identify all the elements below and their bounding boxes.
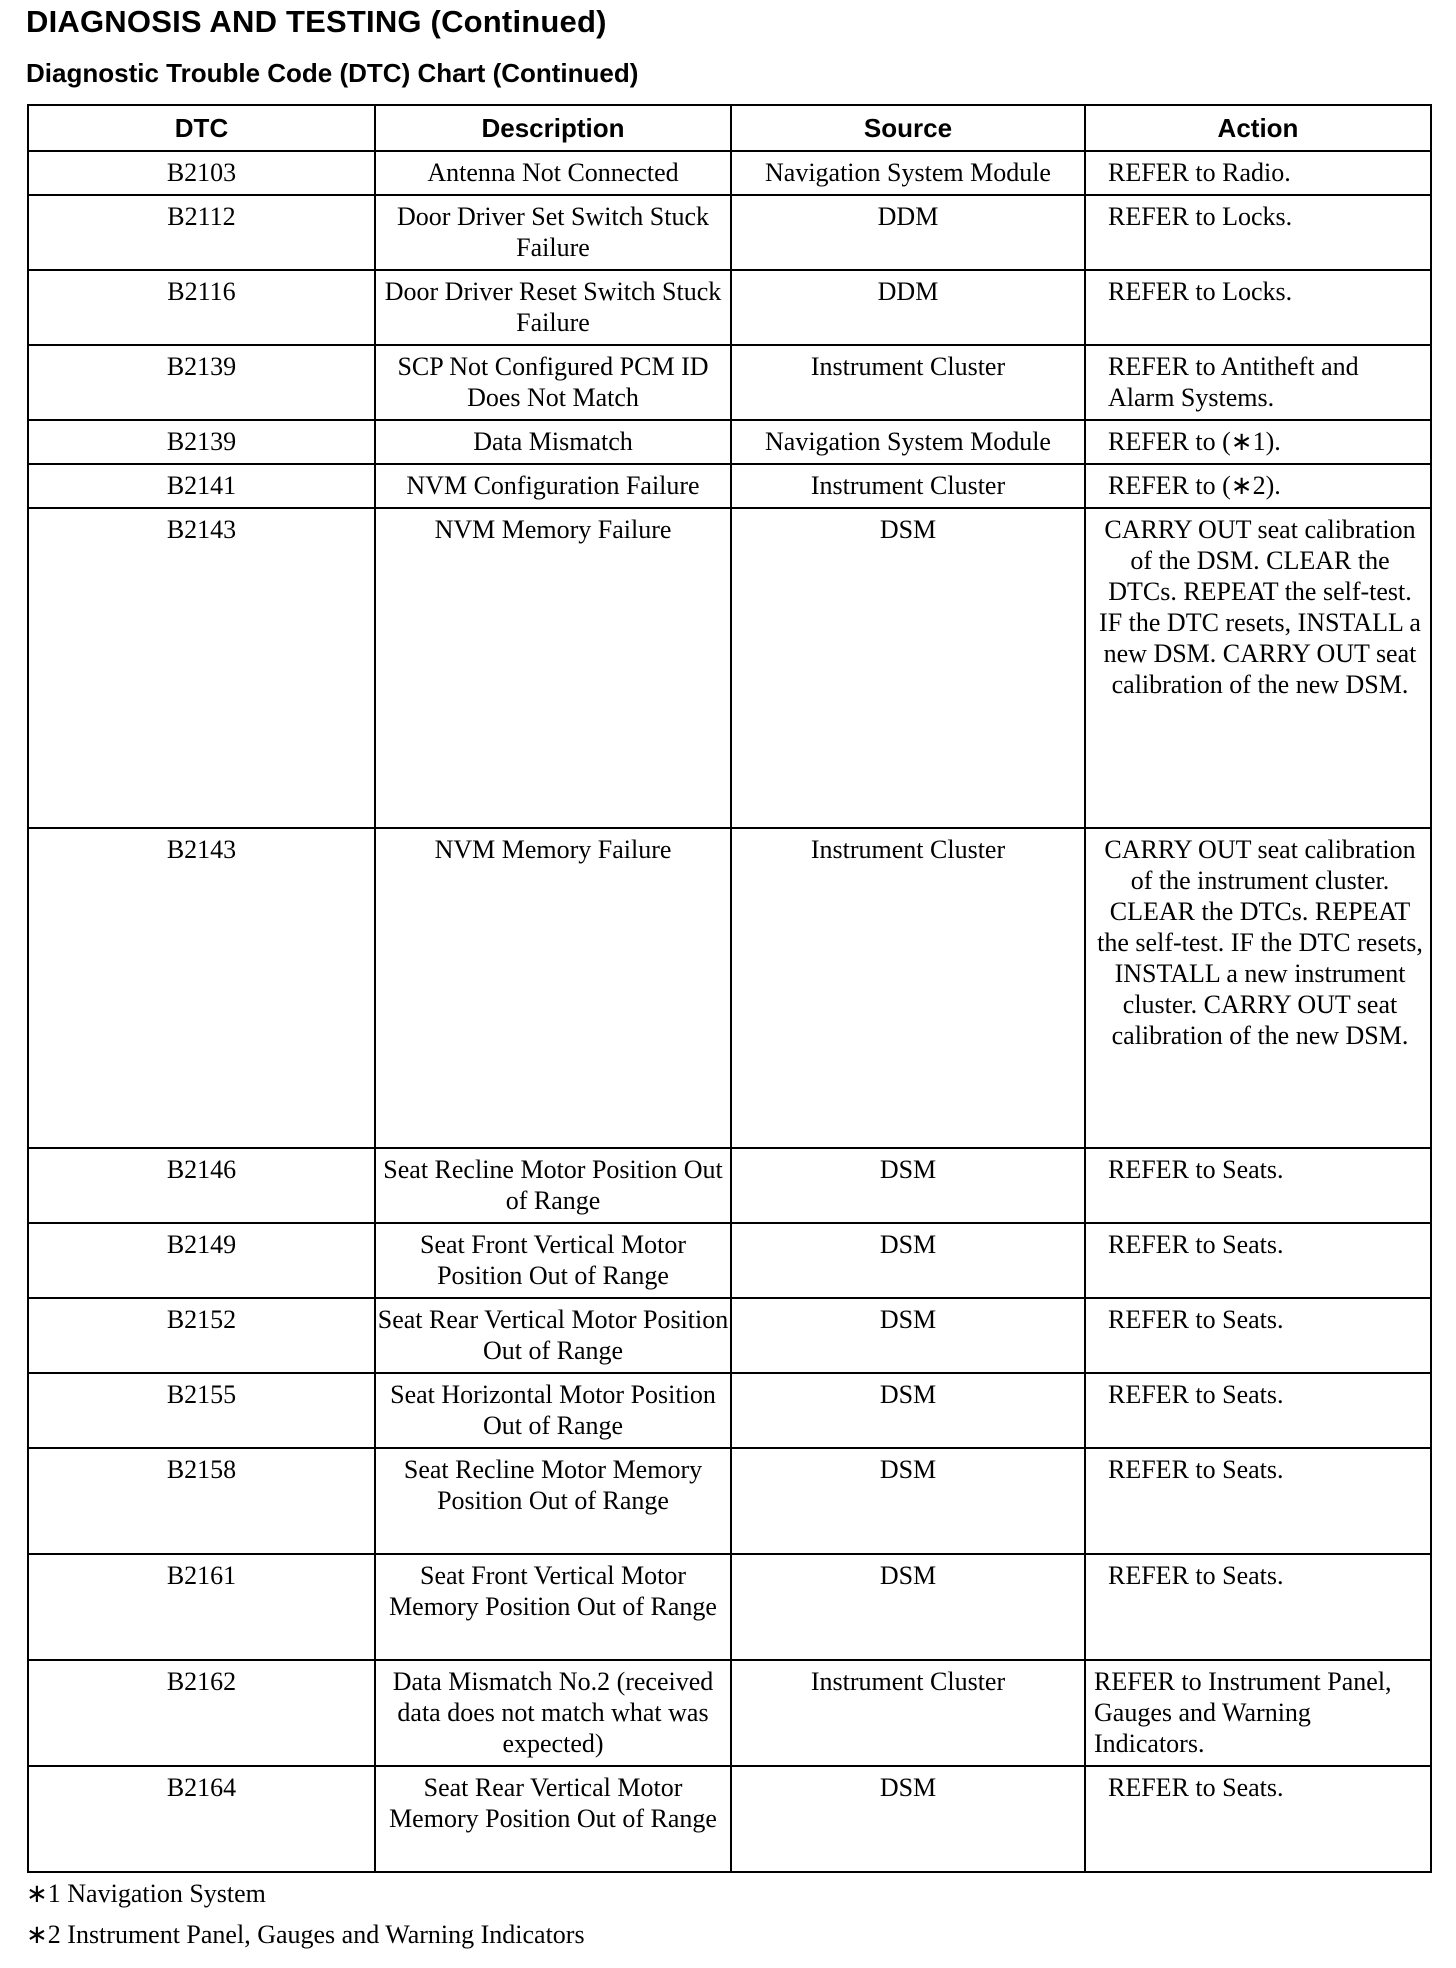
dtc-action: REFER to Seats. — [1085, 1448, 1431, 1554]
dtc-code: B2155 — [28, 1373, 375, 1448]
dtc-action: REFER to (∗1). — [1085, 420, 1431, 464]
dtc-description: SCP Not Configured PCM ID Does Not Match — [375, 345, 731, 420]
column-header-description: Description — [375, 105, 731, 151]
dtc-source: Instrument Cluster — [731, 464, 1085, 508]
dtc-action: CARRY OUT seat calibration of the DSM. CLEAR the DTCs. REPEAT the self-test. IF the DTC resets, INSTALL a new DSM. CARRY OUT seat calibration of the new DSM. — [1085, 508, 1431, 828]
dtc-source: DSM — [731, 1373, 1085, 1448]
dtc-source: DSM — [731, 1223, 1085, 1298]
dtc-code: B2141 — [28, 464, 375, 508]
column-header-dtc: DTC — [28, 105, 375, 151]
dtc-action: REFER to Radio. — [1085, 151, 1431, 195]
dtc-source: DDM — [731, 195, 1085, 270]
dtc-description: Seat Recline Motor Memory Position Out of Range — [375, 1448, 731, 1554]
dtc-description: Seat Rear Vertical Motor Memory Position Out of Range — [375, 1766, 731, 1872]
dtc-description: Seat Horizontal Motor Position Out of Range — [375, 1373, 731, 1448]
table-row — [28, 270, 1431, 345]
dtc-action: REFER to (∗2). — [1085, 464, 1431, 508]
dtc-source: DSM — [731, 1298, 1085, 1373]
footnote-2: ∗2 Instrument Panel, Gauges and Warning Indicators — [26, 1920, 585, 1949]
table-row — [28, 464, 1431, 508]
dtc-action: REFER to Seats. — [1085, 1148, 1431, 1223]
dtc-code: B2139 — [28, 345, 375, 420]
dtc-code: B2158 — [28, 1448, 375, 1554]
dtc-description: Data Mismatch No.2 (received data does not match what was expected) — [375, 1660, 731, 1766]
dtc-source: DSM — [731, 508, 1085, 828]
dtc-code: B2149 — [28, 1223, 375, 1298]
dtc-source: Instrument Cluster — [731, 345, 1085, 420]
dtc-action: REFER to Seats. — [1085, 1223, 1431, 1298]
dtc-action: REFER to Locks. — [1085, 195, 1431, 270]
table-row — [28, 1148, 1431, 1223]
dtc-code: B2164 — [28, 1766, 375, 1872]
page-heading: DIAGNOSIS AND TESTING (Continued) — [26, 4, 607, 39]
table-row — [28, 1298, 1431, 1373]
footnote-1: ∗1 Navigation System — [26, 1879, 266, 1908]
dtc-code: B2161 — [28, 1554, 375, 1660]
dtc-code: B2162 — [28, 1660, 375, 1766]
dtc-action: REFER to Seats. — [1085, 1298, 1431, 1373]
table-row — [28, 345, 1431, 420]
column-header-action: Action — [1085, 105, 1431, 151]
dtc-action: REFER to Antitheft and Alarm Systems. — [1085, 345, 1431, 420]
dtc-chart-table — [27, 104, 1432, 1873]
table-row — [28, 1660, 1431, 1766]
dtc-action: REFER to Locks. — [1085, 270, 1431, 345]
dtc-code: B2116 — [28, 270, 375, 345]
dtc-action: CARRY OUT seat calibration of the instrument cluster. CLEAR the DTCs. REPEAT the self-test. IF the DTC resets, INSTALL a new instrument cluster. CARRY OUT seat calibration of the new DSM. — [1085, 828, 1431, 1148]
dtc-code: B2152 — [28, 1298, 375, 1373]
dtc-action: REFER to Instrument Panel, Gauges and Warning Indicators. — [1085, 1660, 1431, 1766]
dtc-code: B2103 — [28, 151, 375, 195]
dtc-code: B2143 — [28, 508, 375, 828]
table-row — [28, 195, 1431, 270]
dtc-description: Seat Front Vertical Motor Position Out of Range — [375, 1223, 731, 1298]
table-row — [28, 508, 1431, 828]
dtc-source: DDM — [731, 270, 1085, 345]
dtc-source: Navigation System Module — [731, 151, 1085, 195]
dtc-description: Door Driver Set Switch Stuck Failure — [375, 195, 731, 270]
table-row — [28, 420, 1431, 464]
dtc-action: REFER to Seats. — [1085, 1373, 1431, 1448]
dtc-description: Seat Recline Motor Position Out of Range — [375, 1148, 731, 1223]
dtc-description: Antenna Not Connected — [375, 151, 731, 195]
dtc-source: Navigation System Module — [731, 420, 1085, 464]
dtc-code: B2112 — [28, 195, 375, 270]
table-row — [28, 1223, 1431, 1298]
dtc-action: REFER to Seats. — [1085, 1554, 1431, 1660]
table-row — [28, 1766, 1431, 1872]
table-title: Diagnostic Trouble Code (DTC) Chart (Continued) — [26, 58, 639, 88]
dtc-source: Instrument Cluster — [731, 828, 1085, 1148]
dtc-description: NVM Memory Failure — [375, 508, 731, 828]
table-row — [28, 1448, 1431, 1554]
dtc-code: B2139 — [28, 420, 375, 464]
dtc-source: DSM — [731, 1148, 1085, 1223]
column-header-source: Source — [731, 105, 1085, 151]
table-header-row — [28, 105, 1431, 151]
table-row — [28, 1554, 1431, 1660]
table-row — [28, 151, 1431, 195]
dtc-source: Instrument Cluster — [731, 1660, 1085, 1766]
dtc-code: B2146 — [28, 1148, 375, 1223]
table-row — [28, 1373, 1431, 1448]
dtc-description: Door Driver Reset Switch Stuck Failure — [375, 270, 731, 345]
dtc-code: B2143 — [28, 828, 375, 1148]
dtc-source: DSM — [731, 1766, 1085, 1872]
dtc-description: NVM Memory Failure — [375, 828, 731, 1148]
dtc-description: Seat Rear Vertical Motor Position Out of Range — [375, 1298, 731, 1373]
dtc-description: Data Mismatch — [375, 420, 731, 464]
table-row — [28, 828, 1431, 1148]
dtc-description: NVM Configuration Failure — [375, 464, 731, 508]
dtc-action: REFER to Seats. — [1085, 1766, 1431, 1872]
dtc-source: DSM — [731, 1448, 1085, 1554]
dtc-source: DSM — [731, 1554, 1085, 1660]
dtc-description: Seat Front Vertical Motor Memory Position Out of Range — [375, 1554, 731, 1660]
